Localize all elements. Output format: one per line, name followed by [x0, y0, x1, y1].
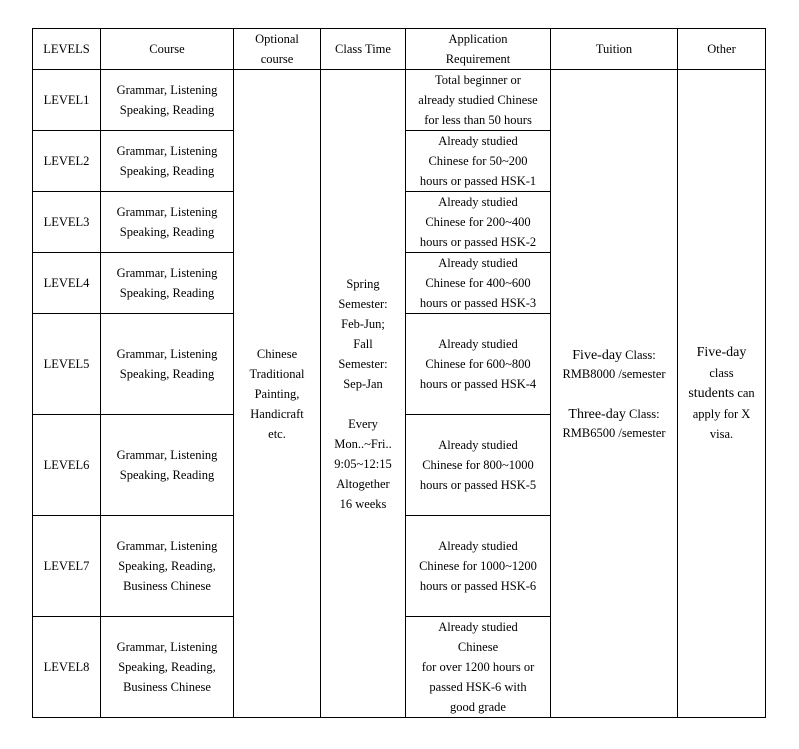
header-tuition: Tuition: [551, 29, 678, 70]
header-course: Course: [101, 29, 234, 70]
course-cell: Grammar, Listening Speaking, Reading: [101, 70, 234, 131]
other-line-1: Five-day: [696, 345, 747, 360]
level-cell: LEVEL2: [33, 131, 101, 192]
levels-table: [32, 28, 766, 718]
course-cell: Grammar, Listening Speaking, Reading, Business Chinese: [101, 617, 234, 718]
three-day-label: Three-day: [568, 406, 626, 422]
course-cell: Grammar, Listening Speaking, Reading: [101, 131, 234, 192]
other-line-3: students: [688, 386, 735, 401]
tuition-cell: [551, 70, 678, 718]
requirement-cell: Already studied Chinese for over 1200 hours or passed HSK-6 with good grade: [406, 617, 551, 718]
course-cell: Grammar, Listening Speaking, Reading, Business Chinese: [101, 516, 234, 617]
level-cell: LEVEL8: [33, 617, 101, 718]
header-application-requirement: Application Requirement: [406, 29, 551, 70]
header-other: Other: [678, 29, 766, 70]
level-cell: LEVEL3: [33, 192, 101, 253]
requirement-cell: Already studied Chinese for 600~800 hours or passed HSK-4: [406, 314, 551, 415]
five-day-price: RMB8000 /semester: [562, 366, 666, 381]
other-line-4: apply for X: [692, 407, 751, 421]
five-day-label: Five-day: [572, 347, 623, 363]
five-day-class-label: Class:: [625, 347, 656, 362]
three-day-price: RMB6500 /semester: [562, 425, 666, 440]
three-day-class-label: Class:: [629, 406, 660, 421]
course-cell: Grammar, Listening Speaking, Reading: [101, 415, 234, 516]
level-cell: LEVEL6: [33, 415, 101, 516]
requirement-cell: Already studied Chinese for 200~400 hours or passed HSK-2: [406, 192, 551, 253]
course-cell: Grammar, Listening Speaking, Reading: [101, 192, 234, 253]
header-levels: LEVELS: [33, 29, 101, 70]
optional-course-cell: Chinese Traditional Painting, Handicraft etc.: [234, 70, 321, 718]
course-cell: Grammar, Listening Speaking, Reading: [101, 253, 234, 314]
level-cell: LEVEL1: [33, 70, 101, 131]
class-time-cell: Spring Semester: Feb-Jun; Fall Semester: Sep-Jan Every Mon..~Fri.. 9:05~12:15 Altogether 16 weeks: [321, 70, 406, 718]
other-cell: [678, 70, 766, 718]
requirement-cell: Already studied Chinese for 800~1000 hours or passed HSK-5: [406, 415, 551, 516]
level-cell: LEVEL4: [33, 253, 101, 314]
requirement-cell: Total beginner or already studied Chinese for less than 50 hours: [406, 70, 551, 131]
course-cell: Grammar, Listening Speaking, Reading: [101, 314, 234, 415]
table-row: [33, 70, 766, 131]
other-line-2: class: [709, 366, 734, 380]
header-optional-course: Optional course: [234, 29, 321, 70]
header-row: [33, 29, 766, 70]
level-cell: LEVEL5: [33, 314, 101, 415]
requirement-cell: Already studied Chinese for 1000~1200 hours or passed HSK-6: [406, 516, 551, 617]
requirement-cell: Already studied Chinese for 50~200 hours or passed HSK-1: [406, 131, 551, 192]
header-class-time: Class Time: [321, 29, 406, 70]
requirement-cell: Already studied Chinese for 400~600 hours or passed HSK-3: [406, 253, 551, 314]
level-cell: LEVEL7: [33, 516, 101, 617]
other-line-3b: can: [737, 386, 755, 400]
other-line-5: visa.: [709, 427, 734, 441]
